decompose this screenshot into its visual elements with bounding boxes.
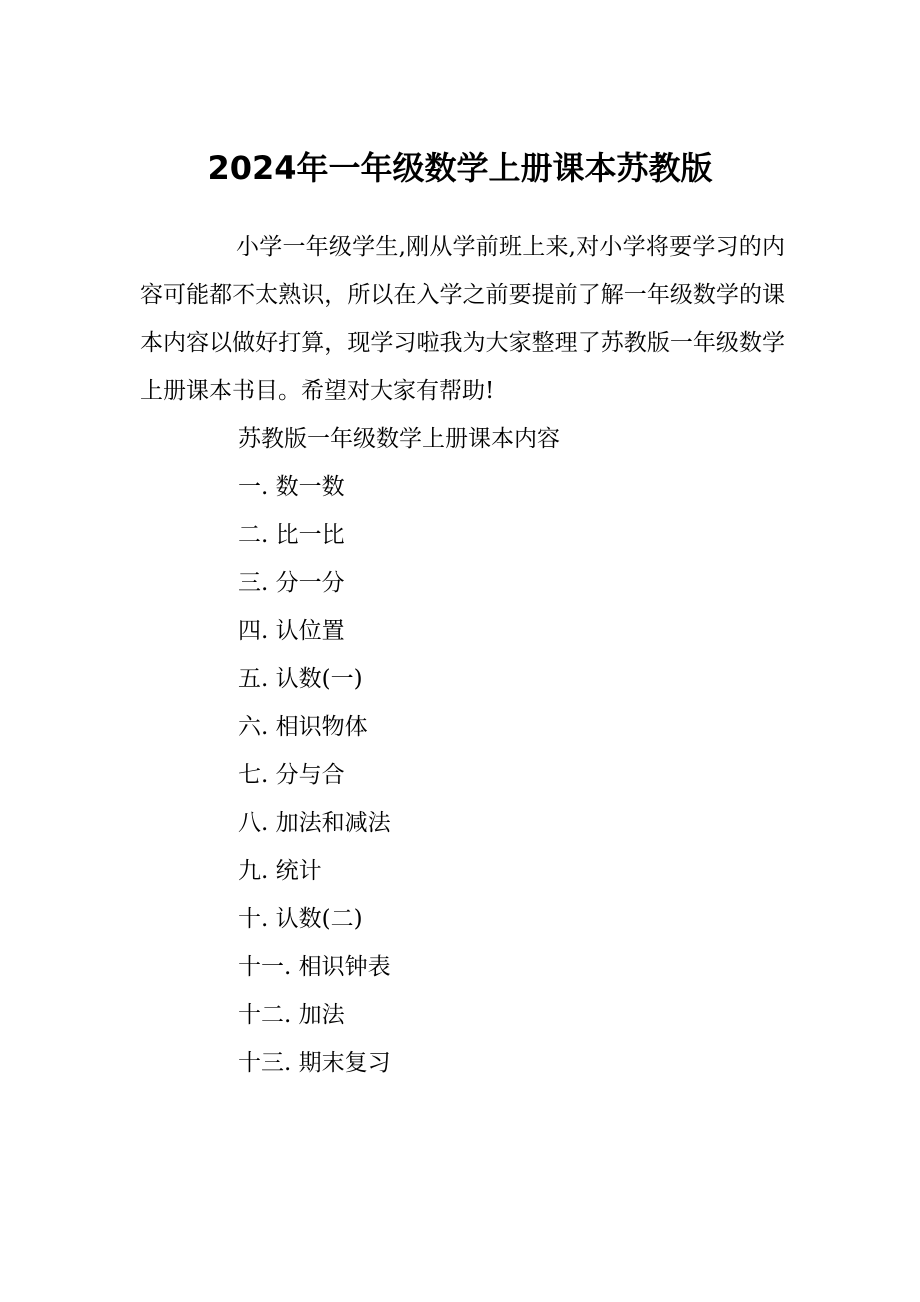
chapter-item: 八. 加法和减法: [238, 810, 391, 836]
chapter-item: 十. 认数(二): [238, 906, 363, 932]
intro-paragraph: 小学一年级学生,刚从学前班上来,对小学将要学习的内容可能都不太熟识，所以在入学之前要提前了解一年级数学的课本内容以做好打算，现学习啦我为大家整理了苏教版一年级数学上册课本书目。希望对大家有帮助!: [140, 234, 785, 404]
chapter-item: 九. 统计: [238, 858, 322, 884]
chapter-item: 一. 数一数: [238, 474, 345, 500]
table-of-contents: [238, 415, 798, 1087]
chapter-item: 十二. 加法: [238, 1002, 345, 1028]
chapter-item: 六. 相识物体: [238, 714, 368, 740]
chapter-item: 五. 认数(一): [238, 666, 363, 692]
chapter-item: 三. 分一分: [238, 570, 345, 596]
chapter-item: 二. 比一比: [238, 522, 345, 548]
chapter-item: 七. 分与合: [238, 762, 345, 788]
chapter-item: 四. 认位置: [238, 618, 345, 644]
chapter-item: 十三. 期末复习: [238, 1050, 391, 1076]
toc-heading: 苏教版一年级数学上册课本内容: [238, 426, 560, 452]
chapter-item: 十一. 相识钟表: [238, 954, 391, 980]
document-title: 2024年一年级数学上册课本苏教版: [207, 149, 713, 187]
